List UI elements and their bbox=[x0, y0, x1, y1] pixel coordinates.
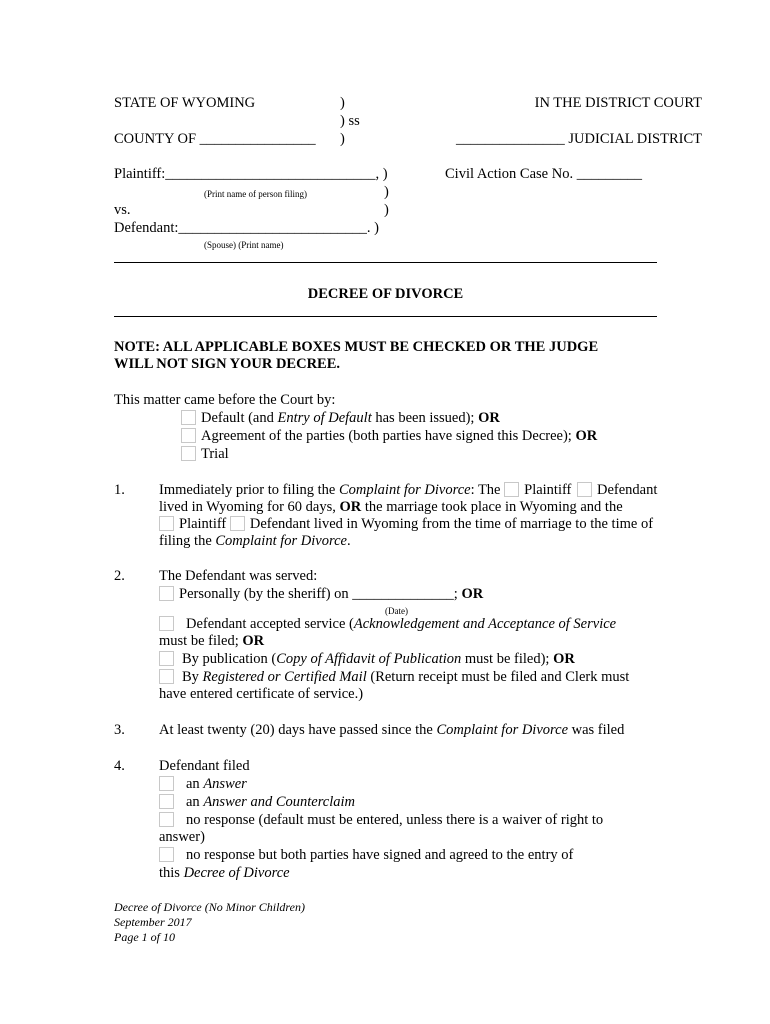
footer-form-name: Decree of Divorce (No Minor Children) bbox=[114, 900, 305, 914]
caption-ss: ) ss bbox=[340, 113, 360, 129]
served-personally-option: Personally (by the sheriff) on ______________; OR bbox=[159, 586, 483, 603]
date-note: (Date) bbox=[385, 606, 408, 616]
divider bbox=[114, 262, 657, 263]
answer-option: an Answer bbox=[159, 776, 247, 793]
marriage-defendant-checkbox[interactable] bbox=[230, 516, 245, 531]
item-number: 2. bbox=[114, 568, 125, 584]
item2-lead: The Defendant was served: bbox=[159, 568, 318, 584]
caption-paren: ) bbox=[384, 202, 389, 218]
item1-line3: Plaintiff Defendant lived in Wyoming from the time of marriage to the time of bbox=[159, 516, 653, 533]
divider bbox=[114, 316, 657, 317]
trial-option: Trial bbox=[181, 446, 229, 463]
served-personally-checkbox[interactable] bbox=[159, 586, 174, 601]
mail-option: By Registered or Certified Mail (Return receipt must be filed and Clerk must bbox=[159, 669, 629, 686]
accepted-service-line2: must be filed; OR bbox=[159, 633, 265, 649]
marriage-plaintiff-checkbox[interactable] bbox=[159, 516, 174, 531]
state-label: STATE OF WYOMING bbox=[114, 95, 256, 111]
answer-checkbox[interactable] bbox=[159, 776, 174, 791]
trial-checkbox[interactable] bbox=[181, 446, 196, 461]
counterclaim-option: an Answer and Counterclaim bbox=[159, 794, 355, 811]
note-line-2: WILL NOT SIGN YOUR DECREE. bbox=[114, 356, 341, 372]
item-number: 4. bbox=[114, 758, 125, 774]
no-response-line2: answer) bbox=[159, 829, 205, 845]
caption-paren: ) bbox=[340, 131, 345, 147]
vs-label: vs. bbox=[114, 202, 131, 218]
residence-plaintiff-checkbox[interactable] bbox=[504, 482, 519, 497]
no-response-agreed-line2: this Decree of Divorce bbox=[159, 865, 290, 881]
item1-defendant-option: Defendant bbox=[577, 482, 657, 499]
caption-paren: ) bbox=[340, 95, 345, 111]
caption-paren: ) bbox=[384, 184, 389, 200]
item-number: 3. bbox=[114, 722, 125, 738]
item4-lead: Defendant filed bbox=[159, 758, 250, 774]
agreement-option: Agreement of the parties (both parties have signed this Decree); OR bbox=[181, 428, 597, 445]
intro-lead: This matter came before the Court by: bbox=[114, 392, 336, 408]
item1-line1: Immediately prior to filing the Complaint for Divorce: The Plaintiff bbox=[159, 482, 572, 498]
item1-line2: lived in Wyoming for 60 days, OR the marriage took place in Wyoming and the bbox=[159, 499, 623, 515]
mail-option-line2: have entered certificate of service.) bbox=[159, 686, 364, 702]
footer-date: September 2017 bbox=[114, 915, 192, 929]
agreement-checkbox[interactable] bbox=[181, 428, 196, 443]
judicial-district-label: _______________ JUDICIAL DISTRICT bbox=[456, 131, 702, 147]
no-response-agreed-option: no response but both parties have signed and agreed to the entry of bbox=[159, 847, 573, 864]
plaintiff-line: Plaintiff:_____________________________, ) bbox=[114, 166, 388, 182]
no-response-option: no response (default must be entered, unless there is a waiver of right to bbox=[159, 812, 603, 829]
footer-page-number: Page 1 of 10 bbox=[114, 930, 175, 944]
mail-checkbox[interactable] bbox=[159, 669, 174, 684]
default-checkbox[interactable] bbox=[181, 410, 196, 425]
defendant-line: Defendant:__________________________. ) bbox=[114, 220, 379, 236]
publication-checkbox[interactable] bbox=[159, 651, 174, 666]
note-line-1: NOTE: ALL APPLICABLE BOXES MUST BE CHECKED OR THE JUDGE bbox=[114, 339, 599, 355]
case-number-label: Civil Action Case No. _________ bbox=[445, 166, 642, 182]
residence-defendant-checkbox[interactable] bbox=[577, 482, 592, 497]
court-label: IN THE DISTRICT COURT bbox=[534, 95, 702, 111]
default-option: Default (and Entry of Default has been issued); OR bbox=[181, 410, 500, 427]
no-response-checkbox[interactable] bbox=[159, 812, 174, 827]
accepted-service-checkbox[interactable] bbox=[159, 616, 174, 631]
item1-line4: filing the Complaint for Divorce. bbox=[159, 533, 351, 549]
no-response-agreed-checkbox[interactable] bbox=[159, 847, 174, 862]
defendant-note: (Spouse) (Print name) bbox=[204, 240, 284, 250]
page-title: DECREE OF DIVORCE bbox=[307, 286, 464, 302]
county-label: COUNTY OF ________________ bbox=[114, 131, 316, 147]
plaintiff-note: (Print name of person filing) bbox=[204, 189, 307, 199]
item3-text: At least twenty (20) days have passed since the Complaint for Divorce was filed bbox=[159, 722, 625, 738]
counterclaim-checkbox[interactable] bbox=[159, 794, 174, 809]
publication-option: By publication (Copy of Affidavit of Publication must be filed); OR bbox=[159, 651, 575, 668]
item-number: 1. bbox=[114, 482, 125, 498]
accepted-service-option: Defendant accepted service (Acknowledgement and Acceptance of Service bbox=[159, 616, 657, 633]
